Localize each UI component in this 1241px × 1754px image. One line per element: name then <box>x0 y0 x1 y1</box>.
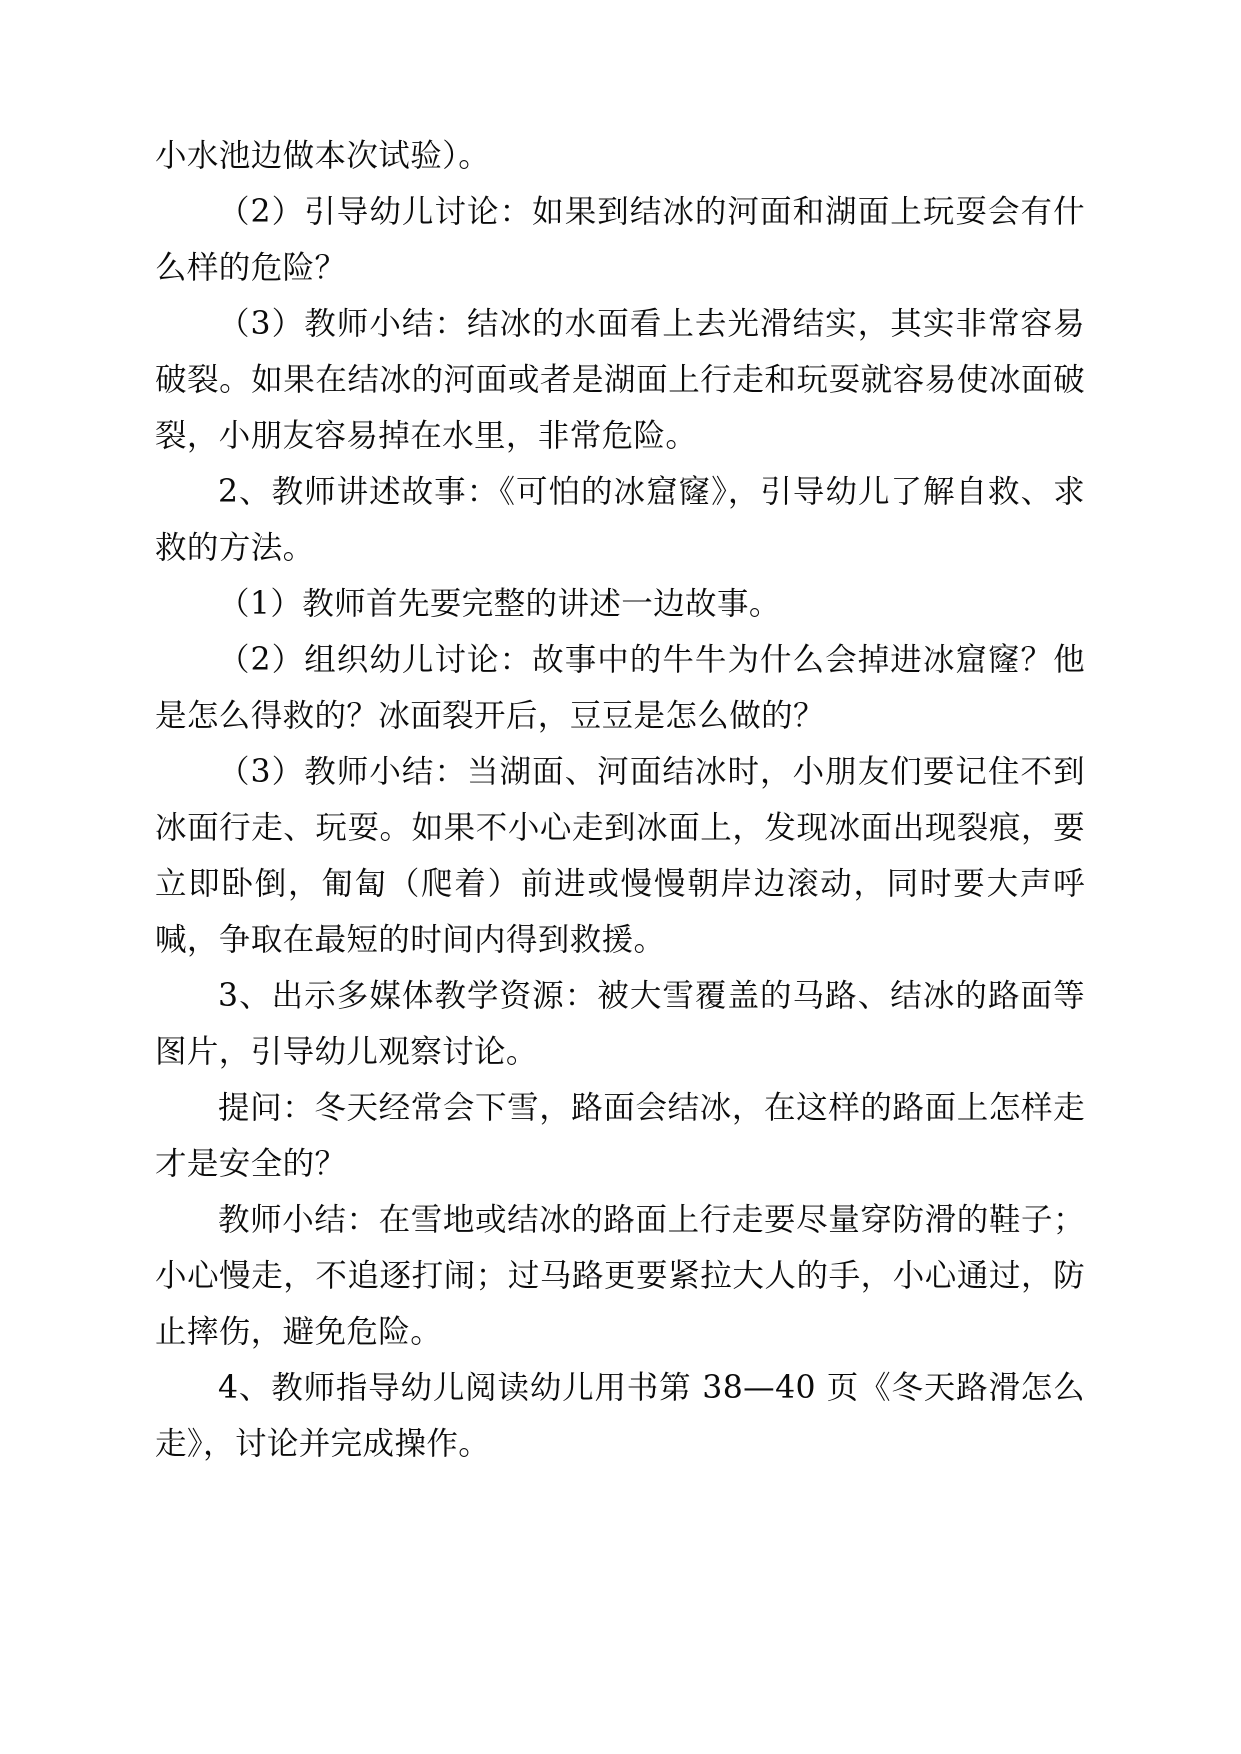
paragraph: （1）教师首先要完整的讲述一边故事。 <box>218 586 781 622</box>
paragraph: （2）组织幼儿讨论：故事中的牛牛为什么会掉进冰窟窿？他是怎么得救的？冰面裂开后，豆豆是怎么做的？ <box>155 642 1085 734</box>
paragraph: （2）引导幼儿讨论：如果到结冰的河面和湖面上玩耍会有什么样的危险？ <box>155 194 1085 286</box>
paragraph: （3）教师小结：当湖面、河面结冰时，小朋友们要记住不到冰面行走、玩耍。如果不小心走到冰面上，发现冰面出现裂痕，要立即卧倒，匍匐（爬着）前进或慢慢朝岸边滚动，同时要大声呼喊，争取在最短的时间内得到救援。 <box>155 754 1085 958</box>
paragraph: 3、出示多媒体教学资源：被大雪覆盖的马路、结冰的路面等图片，引导幼儿观察讨论。 <box>155 978 1085 1070</box>
paragraph: 小水池边做本次试验）。 <box>155 138 491 174</box>
paragraph: 4、教师指导幼儿阅读幼儿用书第 38—40 页《冬天路滑怎么走》，讨论并完成操作。 <box>155 1370 1085 1462</box>
paragraph: 2、教师讲述故事：《可怕的冰窟窿》，引导幼儿了解自救、求救的方法。 <box>155 474 1085 566</box>
paragraph: 提问：冬天经常会下雪，路面会结冰，在这样的路面上怎样走才是安全的？ <box>155 1090 1085 1182</box>
document-text-body <box>155 128 1085 1472</box>
paragraph: 教师小结：在雪地或结冰的路面上行走要尽量穿防滑的鞋子；小心慢走，不追逐打闹；过马路更要紧拉大人的手，小心通过，防止摔伤，避免危险。 <box>155 1202 1085 1350</box>
paragraph: （3）教师小结：结冰的水面看上去光滑结实，其实非常容易破裂。如果在结冰的河面或者是湖面上行走和玩耍就容易使冰面破裂，小朋友容易掉在水里，非常危险。 <box>155 306 1085 454</box>
